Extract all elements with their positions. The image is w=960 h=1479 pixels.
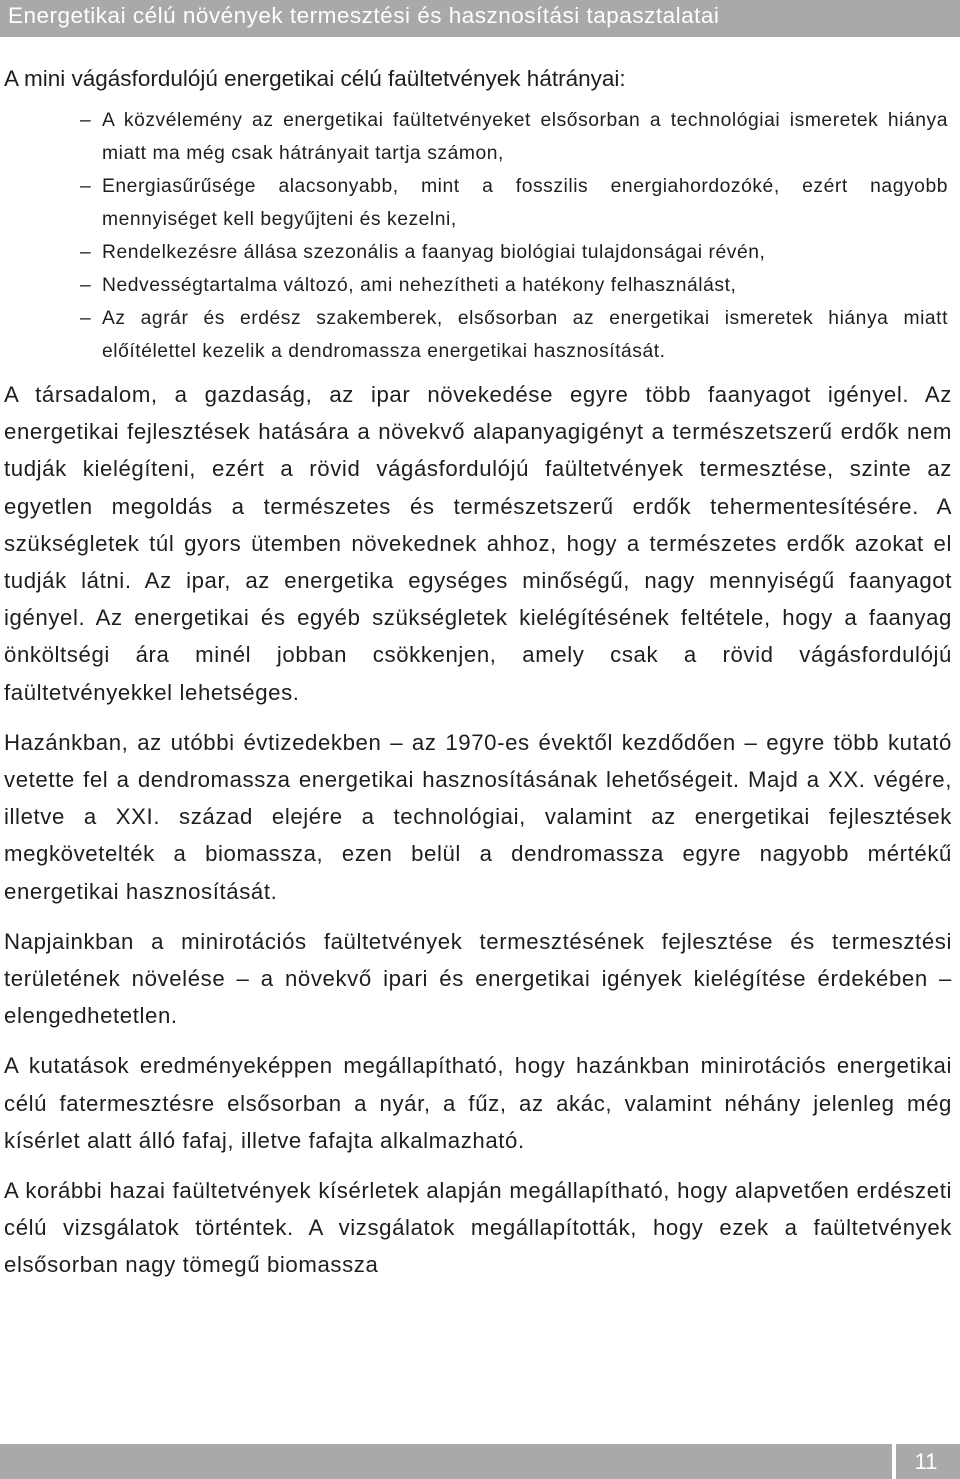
body-paragraph: Hazánkban, az utóbbi évtizedekben – az 1970-es évektől kezdődően – egyre több kutató vetette fel a dendromassza energetikai hasznosításának lehetőségeit. Majd a XX. végére, illetve a XXI. század elejére a technológiai, valamint az energetikai fejlesztések megkövetelték a biomassza, ezen belül a dendromassza egyre nagyobb mértékű energetikai hasznosítását.	[4, 729, 952, 904]
list-item-text: Az agrár és erdész szakemberek, elsősorban az energetikai ismeretek hiánya miatt előítélettel kezelik a dendromassza energetikai hasznosítását.	[102, 308, 948, 362]
page-header-bar	[0, 0, 960, 37]
disadvantages-list	[4, 104, 954, 368]
list-item	[4, 302, 954, 368]
dash-bullet: –	[80, 275, 92, 296]
running-header-title: Energetikai célú növények termesztési és hasznosítási tapasztalatai	[8, 3, 720, 28]
list-item	[4, 170, 954, 236]
list-item	[4, 269, 954, 302]
page-number-box	[896, 1444, 960, 1479]
page-number: 11	[914, 1449, 938, 1474]
body-paragraph: Napjainkban a minirotációs faültetvények termesztésének fejlesztése és termesztési területének növelése – a növekvő ipari és energetikai igények kielégítése érdekében – elengedhetetlen.	[4, 928, 952, 1029]
list-item	[4, 236, 954, 269]
page-footer-bar	[0, 1444, 892, 1479]
list-item	[4, 104, 954, 170]
list-item-text: Energiasűrűsége alacsonyabb, mint a fosszilis energiahordozóké, ezért nagyobb mennyiséget kell begyűjteni és kezelni,	[102, 176, 948, 230]
list-item-text: A közvélemény az energetikai faültetvényeket elsősorban a technológiai ismeretek hiánya miatt ma még csak hátrányait tartja számon,	[102, 110, 948, 164]
list-item-text: Nedvességtartalma változó, ami nehezítheti a hatékony felhasználást,	[102, 275, 737, 296]
list-item-text: Rendelkezésre állása szezonális a faanyag biológiai tulajdonságai révén,	[102, 242, 766, 263]
dash-bullet: –	[80, 242, 92, 263]
body-paragraph: A korábbi hazai faültetvények kísérletek alapján megállapítható, hogy alapvetően erdészeti célú vizsgálatok történtek. A vizsgálatok megállapították, hogy ezek a faültetvények elsősorban nagy tömegű biomassza	[4, 1178, 952, 1278]
body-paragraph: A kutatások eredményeképpen megállapítható, hogy hazánkban minirotációs energetikai célú fatermesztésre elsősorban a nyár, a fűz, az akác, valamint néhány jelenleg még kísérlet alatt álló fafaj, illetve fafajta alkalmazható.	[4, 1053, 952, 1153]
dash-bullet: –	[80, 308, 92, 329]
dash-bullet: –	[80, 110, 92, 131]
dash-bullet: –	[80, 176, 92, 197]
body-paragraph: A társadalom, a gazdaság, az ipar növekedése egyre több faanyagot igényel. Az energetikai fejlesztések hatására a növekvő alapanyagigényt a természetszerű erdők nem tudják kielégíteni, ezért a rövid vágásfordulójú faültetvények termesztése, szinte az egyetlen megoldás a természetes és természetszerű erdők tehermentesítésére. A szükségletek túl gyors ütemben növekednek ahhoz, hogy a természetes erdők azokat el tudják látni. Az ipar, az energetika egységes minőségű, nagy mennyiségű faanyagot igényel. Az energetikai és egyéb szükségletek kielégítésének feltétele, hogy a faanyag önköltségi ára minél jobban csökkenjen, amely csak a rövid vágásfordulójú faültetvényekkel lehetséges.	[4, 382, 952, 705]
page-content	[4, 64, 954, 1297]
section-heading: A mini vágásfordulójú energetikai célú faültetvények hátrányai:	[4, 66, 626, 91]
